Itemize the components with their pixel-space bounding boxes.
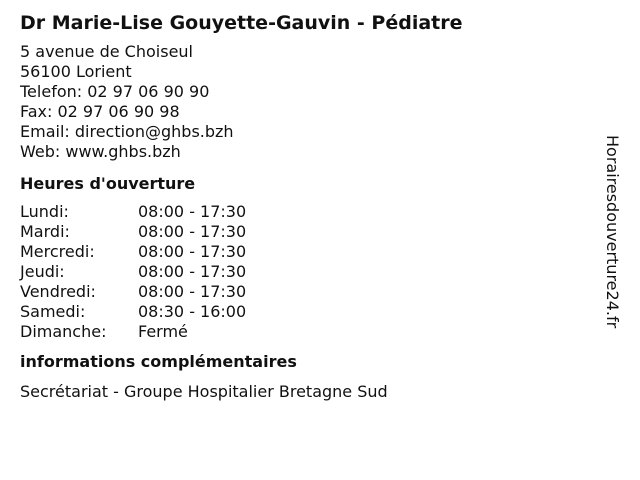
hours-time: 08:00 - 17:30 [138,282,247,301]
hours-time: 08:00 - 17:30 [138,262,247,281]
hours-day: Jeudi: [20,262,65,281]
hours-day: Dimanche: [20,322,107,341]
hours-row-saturday [20,302,600,322]
hours-day: Samedi: [20,302,86,321]
hours-row-tuesday [20,222,600,242]
hours-time: 08:30 - 16:00 [138,302,247,321]
watermark-text: Horairesdouverture24.fr [603,135,622,329]
additional-info-title: informations complémentaires [20,352,297,371]
opening-hours-list [20,202,600,342]
hours-row-wednesday [20,242,600,262]
page-title: Dr Marie-Lise Gouyette-Gauvin - Pédiatre [20,12,463,34]
address-line-1: 5 avenue de Choiseul [20,42,193,61]
hours-row-sunday [20,322,600,342]
hours-row-monday [20,202,600,222]
hours-row-thursday [20,262,600,282]
hours-time: Fermé [138,322,188,341]
opening-hours-title: Heures d'ouverture [20,174,196,193]
phone-line: Telefon: 02 97 06 90 90 [20,82,210,101]
business-card [20,10,600,402]
hours-day: Vendredi: [20,282,96,301]
hours-time: 08:00 - 17:30 [138,222,247,241]
hours-row-friday [20,282,600,302]
additional-info-text: Secrétariat - Groupe Hospitalier Bretagne Sud [20,382,388,401]
hours-time: 08:00 - 17:30 [138,202,247,221]
hours-day: Lundi: [20,202,69,221]
fax-line: Fax: 02 97 06 90 98 [20,102,180,121]
address-line-2: 56100 Lorient [20,62,132,81]
contact-block [20,42,600,162]
email-line: Email: direction@ghbs.bzh [20,122,234,141]
hours-time: 08:00 - 17:30 [138,242,247,261]
hours-day: Mercredi: [20,242,95,261]
web-line: Web: www.ghbs.bzh [20,142,181,161]
hours-day: Mardi: [20,222,70,241]
